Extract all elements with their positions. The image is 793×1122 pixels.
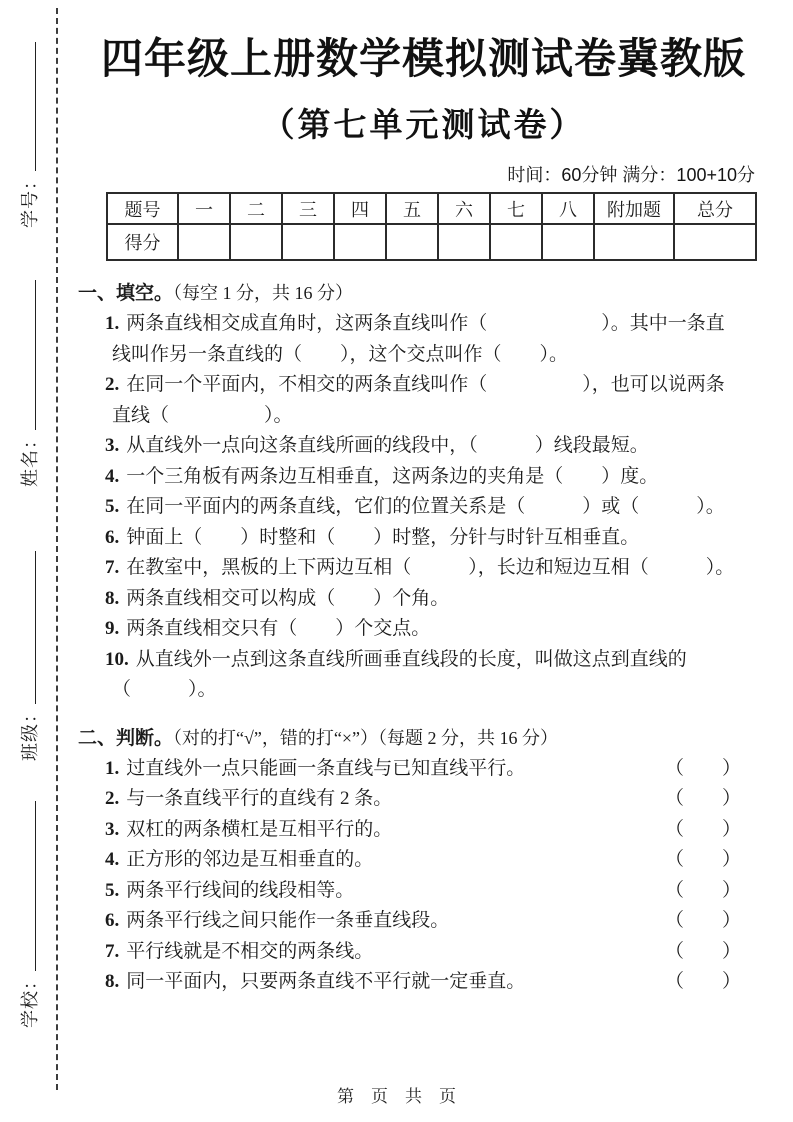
fill-question-3 [78,431,769,462]
score-cell [594,224,674,260]
score-table-header-cell: 附加题 [594,193,674,224]
question-text: 两条平行线间的线段相等。 [126,879,355,901]
answer-bracket: （ ） [664,818,741,840]
score-table-header-cell: 四 [334,193,386,224]
section-2-heading-title: 二、判断。 [78,727,174,749]
score-table-header-cell: 二 [230,193,282,224]
score-table-header-cell: 题号 [107,193,178,224]
school-field [16,801,42,1028]
judge-item-7 [78,937,769,968]
score-cell [438,224,490,260]
question-number: 7. [105,557,120,578]
question-number: 6. [105,526,120,548]
fill-question-8 [78,584,769,615]
name-field [16,280,42,487]
question-text: 过直线外一点只能画一条直线与已知直线平行。 [126,757,526,779]
question-text: 正方形的邻边是互相垂直的。 [126,849,374,870]
question-number: 2. [105,374,120,395]
answer-bracket: （ ） [664,879,741,901]
question-text: 直线（ ）。 [112,404,293,426]
question-number: 3. [105,818,120,840]
question-number: 6. [105,910,120,931]
school-fill-line [23,801,36,971]
fill-question-9 [78,614,769,645]
question-text: 一个三角板有两条边互相垂直，这两条边的夹角是（ ）度。 [126,465,659,487]
question-text: （ ）。 [112,679,217,700]
question-text: 从直线外一点到这条直线所画垂直线段的长度，叫做这点到直线的 [135,648,687,670]
fill-question-10 [78,645,769,676]
fill-question-6 [78,523,769,554]
score-table-header-cell: 总分 [674,193,756,224]
question-text: 在同一平面内的两条直线，它们的位置关系是（ ）或（ ）。 [126,496,725,517]
fill-question-7 [78,553,769,584]
question-number: 3. [105,435,120,456]
score-table-header-cell: 一 [178,193,230,224]
fill-question-2-cont [78,401,769,432]
question-number: 8. [105,971,120,992]
fill-question-10-cont [78,675,769,706]
question-text: 双杠的两条横杠是互相平行的。 [126,818,393,840]
judge-item-8 [78,967,769,998]
score-cell [282,224,334,260]
score-cell [542,224,594,260]
exam-meta: 时间：60分钟 满分：100+10分 [507,165,755,185]
question-text: 两条平行线之间只能作一条垂直线段。 [126,910,450,931]
question-number: 7. [105,940,120,962]
class-fill-line [23,551,36,704]
answer-bracket: （ ） [664,940,741,962]
answer-bracket: （ ） [664,849,741,870]
score-row-label: 得分 [107,224,178,260]
fill-question-1-cont [78,340,769,371]
question-text: 两条直线相交可以构成（ ）个角。 [126,587,450,609]
answer-bracket: （ ） [664,788,741,809]
judge-item-6 [78,906,769,937]
score-cell [230,224,282,260]
question-text: 在同一个平面内，不相交的两条直线叫作（ ），也可以说两条 [126,374,725,395]
score-table-header-cell: 三 [282,193,334,224]
score-cell [386,224,438,260]
score-table-header-cell: 五 [386,193,438,224]
question-text: 同一平面内，只要两条直线不平行就一定垂直。 [126,971,526,992]
question-text: 在教室中，黑板的上下两边互相（ ），长边和短边互相（ ）。 [126,557,735,578]
judge-item-4 [78,845,769,876]
question-text: 两条直线相交只有（ ）个交点。 [126,618,431,639]
question-number: 5. [105,496,120,517]
answer-bracket: （ ） [664,971,741,992]
answer-bracket: （ ） [664,910,741,931]
section-2-heading [78,723,769,754]
class-field-label: 班级： [20,704,40,761]
fill-question-5 [78,492,769,523]
student-info-sidebar [0,75,58,1090]
judge-item-1 [78,754,769,785]
question-number: 1. [105,757,120,779]
question-number: 8. [105,587,120,609]
question-number: 1. [105,313,120,334]
student-number-field [16,42,42,228]
score-table-header-row [107,193,756,224]
score-table-header-cell: 七 [490,193,542,224]
section-1-heading-title: 一、填空。 [78,283,174,304]
fill-question-4 [78,462,769,493]
score-table-header-cell: 八 [542,193,594,224]
score-cell [334,224,386,260]
score-table-score-row [107,224,756,260]
section-1-heading-note: （每空 1 分，共 16 分） [173,283,354,303]
question-number: 10. [105,648,129,670]
section-1-heading [78,278,769,309]
fill-question-1 [78,309,769,340]
question-number: 2. [105,788,120,809]
question-text: 平行线就是不相交的两条线。 [126,940,374,962]
judge-item-2 [78,784,769,815]
student-number-field-label: 学号： [20,171,40,228]
question-text: 从直线外一点向这条直线所画的线段中，（ ）线段最短。 [126,435,649,456]
student-number-fill-line [23,42,36,171]
fill-question-2 [78,370,769,401]
score-table [106,192,757,261]
question-number: 4. [105,465,120,487]
score-table-header-cell: 六 [438,193,490,224]
judge-item-5 [78,876,769,907]
question-text: 钟面上（ ）时整和（ ）时整，分针与时针互相垂直。 [126,526,640,548]
question-text: 与一条直线平行的直线有 2 条。 [126,788,393,809]
question-number: 5. [105,879,120,901]
score-cell [490,224,542,260]
paper-title: 四年级上册数学模拟测试卷冀教版 [100,35,746,82]
name-fill-line [23,280,36,430]
section-2-heading-note: （对的打“√”，错的打“×”）（每题 2 分，共 16 分） [173,727,559,748]
question-text: 两条直线相交成直角时，这两条直线叫作（ ）。其中一条直 [126,313,725,334]
score-cell [178,224,230,260]
score-cell [674,224,756,260]
name-field-label: 姓名： [20,430,40,487]
question-number: 9. [105,618,120,639]
answer-bracket: （ ） [664,757,741,779]
school-field-label: 学校： [20,971,40,1028]
question-text: 线叫作另一条直线的（ ），这个交点叫作（ ）。 [112,343,569,365]
class-field [16,551,42,761]
paper-subtitle: （第七单元测试卷） [261,106,586,143]
question-number: 4. [105,849,120,870]
judge-item-3 [78,815,769,846]
paper-body [78,26,793,998]
page-footer: 第 页 共 页 [337,1087,456,1106]
